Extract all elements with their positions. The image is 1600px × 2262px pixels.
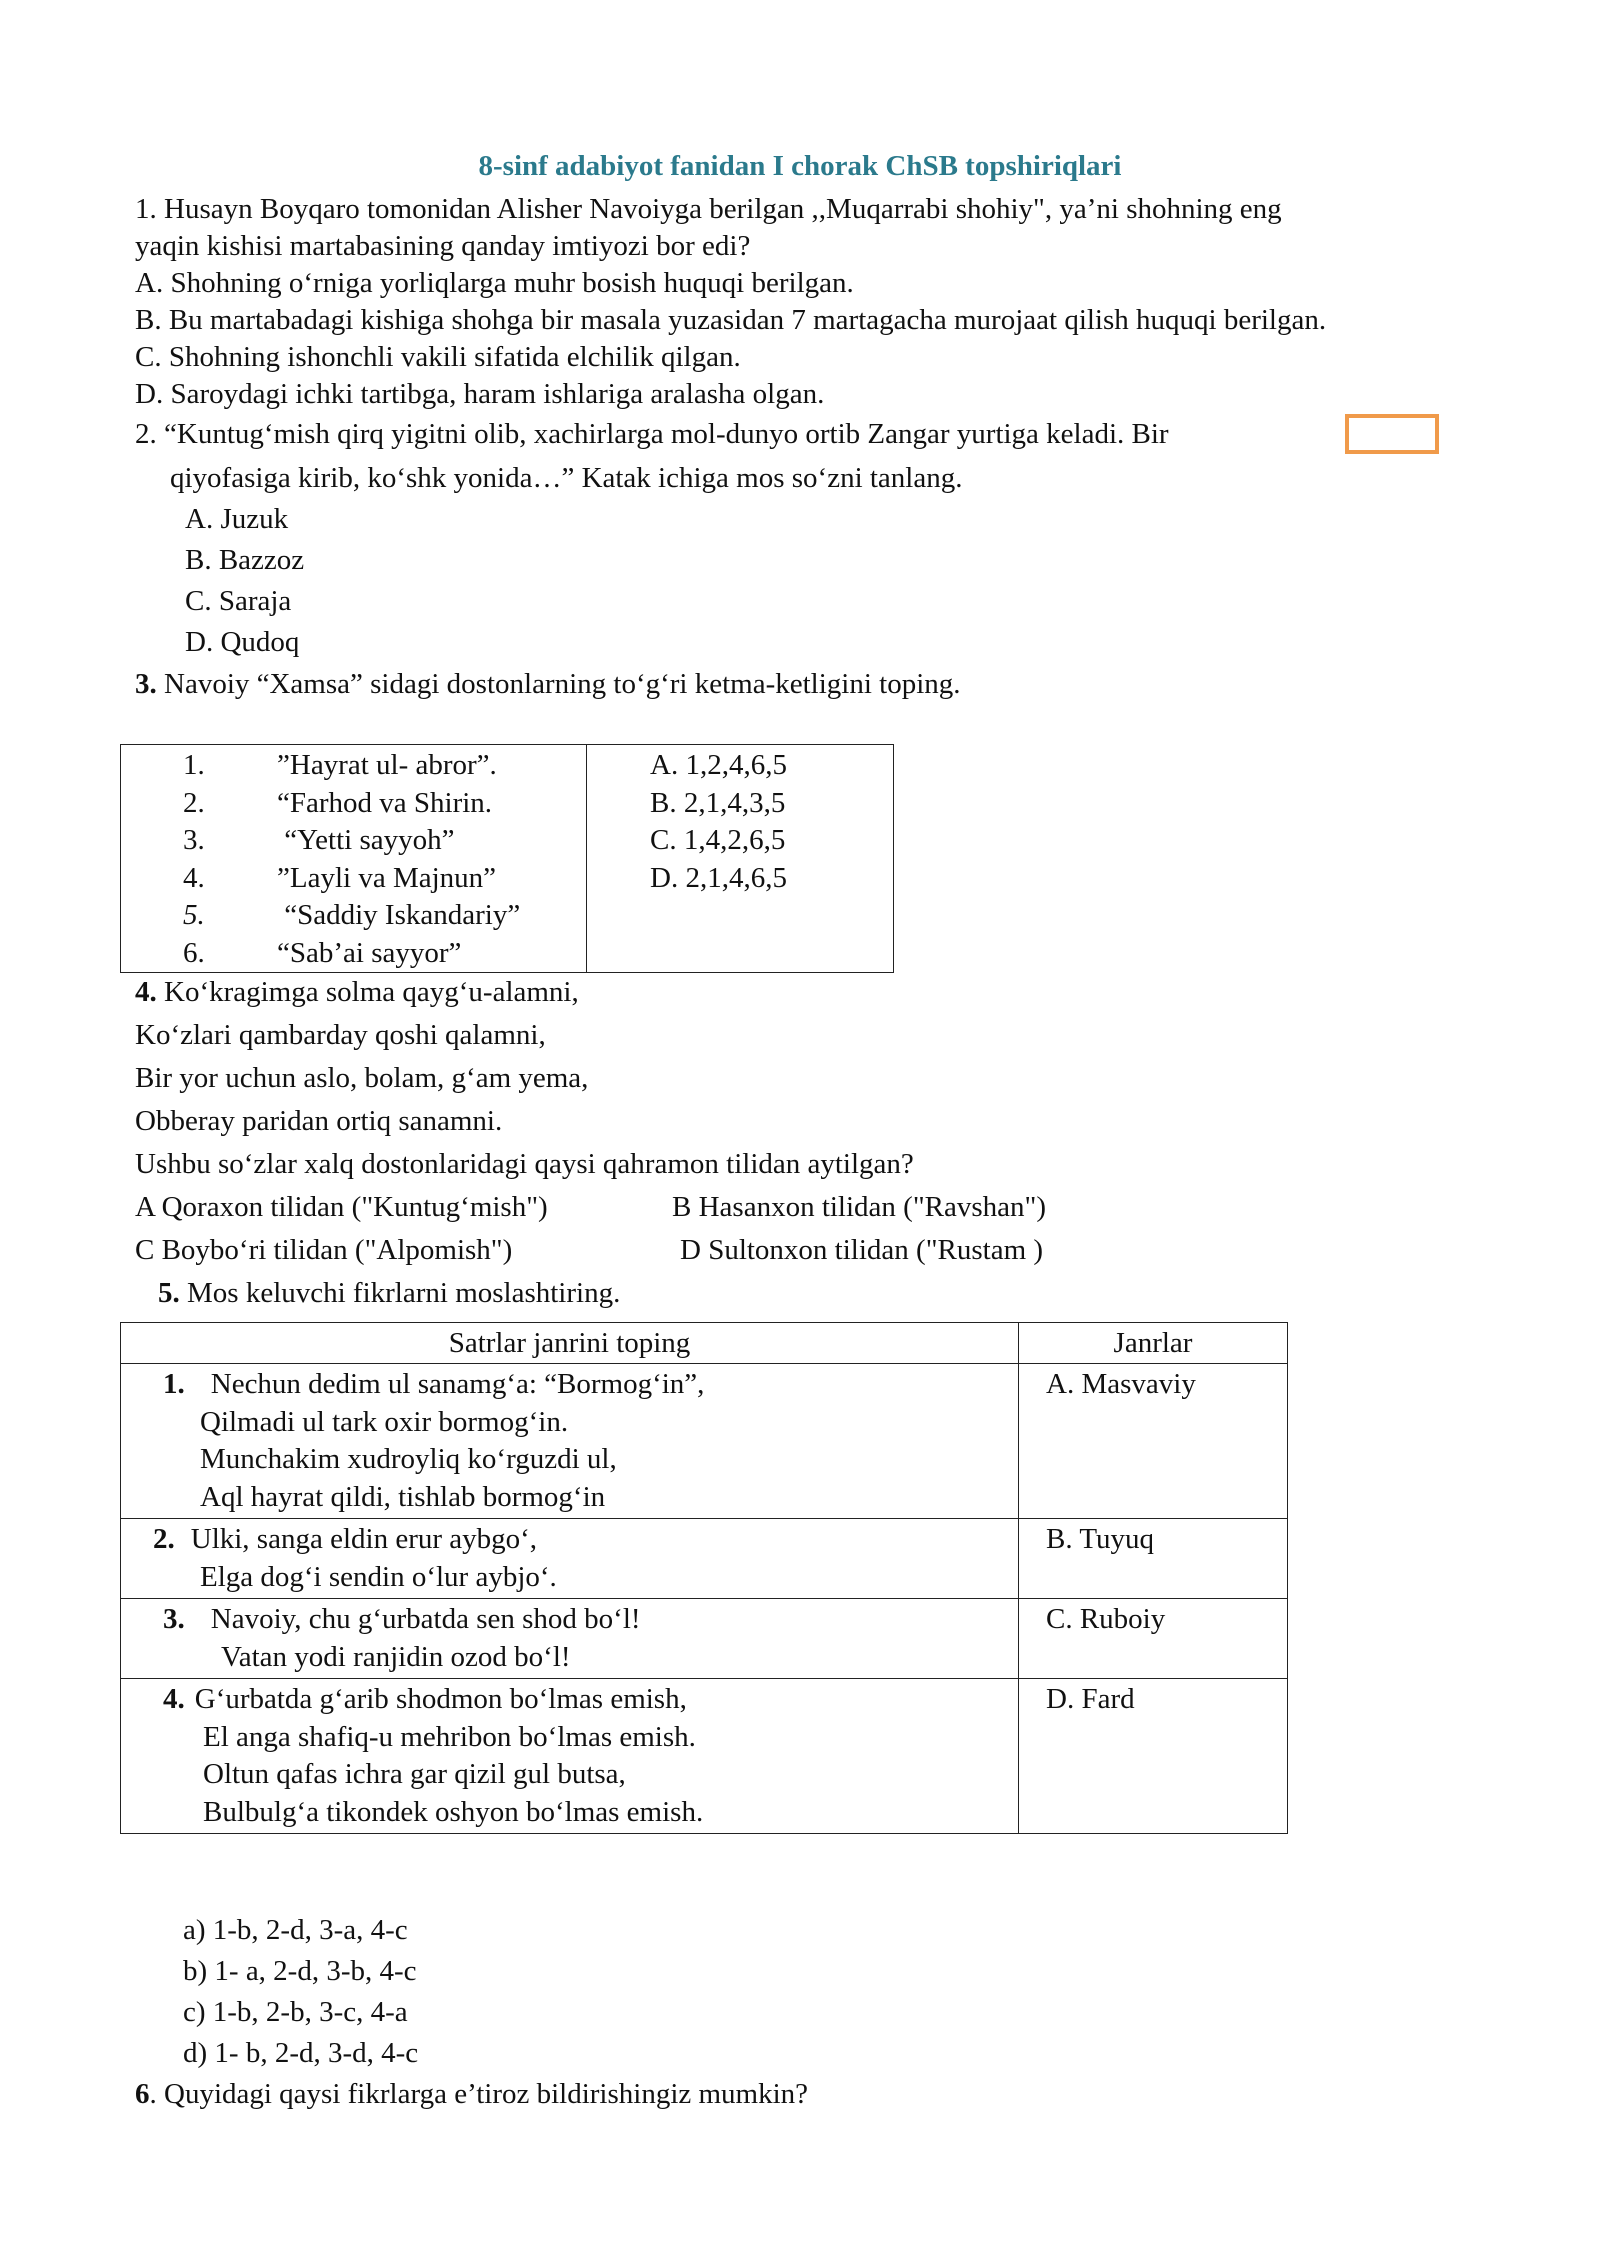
q3-answer: D. 2,1,4,6,5 [650, 861, 787, 894]
q3-item: 2. “Farhod va Shirin. [183, 786, 493, 819]
q3-table [120, 744, 894, 973]
q5-table [120, 1322, 1288, 1834]
q3-item: 4. ”Layli va Majnun” [183, 861, 497, 894]
q3-answer: C. 1,4,2,6,5 [650, 824, 786, 856]
q4-line1: 4. Ko‘kragimga solma qayg‘u-alamni, [135, 976, 579, 1008]
q3-item: 3. “Yetti sayyoh” [183, 824, 455, 856]
answer-blank-box [1345, 414, 1439, 454]
q3-answer: A. 1,2,4,6,5 [650, 749, 787, 781]
q3-answers-cell [587, 745, 894, 973]
q5-row-1: 1. Nechun dedim ul sanamg‘a: “Bormog‘in”, Qilmadi ul tark oxir bormog‘in. Munchakim xudroyliq ko‘rguzdi ul, Aql hayrat qildi, tishlab bormog‘in [121, 1364, 1019, 1519]
q3-answer: B. 2,1,4,3,5 [650, 786, 786, 819]
q5-genre-c: C. Ruboiy [1019, 1599, 1288, 1679]
q5-number: 5. [158, 1277, 180, 1309]
q1-line1: 1. Husayn Boyqaro tomonidan Alisher Navoiyga berilgan ,,Muqarrabi shohiy", ya’ni shohning eng [135, 193, 1282, 225]
q3-item: 6. “Sab’ai sayyor” [183, 936, 462, 969]
q3-number: 3. [135, 668, 157, 700]
q1-option-b: B. Bu martabadagi kishiga shohga bir masala yuzasidan 7 martagacha murojaat qilish huquqi berilgan. [135, 304, 1327, 336]
q3-text: Navoiy “Xamsa” sidagi dostonlarning to‘g‘ri ketma-ketligini toping. [156, 668, 961, 700]
q5-genre-a: A. Masvaviy [1019, 1364, 1288, 1519]
q4-line3: Bir yor uchun aslo, bolam, g‘am yema, [135, 1062, 589, 1094]
q3-item: 1. ”Hayrat ul- abror”. [183, 749, 497, 781]
q3-item: 5. “Saddiy Iskandariy” [183, 899, 521, 931]
q2-option-d: D. Qudoq [185, 626, 300, 658]
q3-items-cell [121, 745, 587, 973]
q4-option-a: A Qoraxon tilidan ("Kuntug‘mish") [135, 1191, 548, 1223]
q5-answer-c: c) 1-b, 2-b, 3-c, 4-a [183, 1996, 408, 2028]
q1-line2: yaqin kishisi martabasining qanday imtiyozi bor edi? [135, 230, 751, 262]
q1-option-c: C. Shohning ishonchli vakili sifatida elchilik qilgan. [135, 341, 741, 373]
q1-option-a: A. Shohning o‘rniga yorliqlarga muhr bosish huquqi berilgan. [135, 267, 854, 299]
q2-option-a: A. Juzuk [185, 503, 289, 535]
q2-line1: 2. “Kuntug‘mish qirq yigitni olib, xachirlarga mol-dunyo ortib Zangar yurtiga keladi. Bir [135, 418, 1169, 450]
q5-genre-d: D. Fard [1019, 1679, 1288, 1834]
q5-header-left: Satrlar janrini toping [121, 1323, 1019, 1364]
q5-row-4: 4. G‘urbatda g‘arib shodmon bo‘lmas emish, El anga shafiq-u mehribon bo‘lmas emish. Oltun qafas ichra gar qizil gul butsa, Bulbulg‘a tikondek oshyon bo‘lmas emish. [121, 1679, 1019, 1834]
page-title: 8-sinf adabiyot fanidan I chorak ChSB topshiriqlari [478, 150, 1122, 182]
q2-option-c: C. Saraja [185, 585, 292, 617]
q4-option-b: B Hasanxon tilidan ("Ravshan") [672, 1191, 1047, 1223]
q5-row-3: 3. Navoiy, chu g‘urbatda sen shod bo‘l! Vatan yodi ranjidin ozod bo‘l! [121, 1599, 1019, 1679]
q2-option-b: B. Bazzoz [185, 544, 305, 576]
q5-answer-b: b) 1- a, 2-d, 3-b, 4-c [183, 1955, 417, 1987]
q1-option-d: D. Saroydagi ichki tartibga, haram ishlariga aralasha olgan. [135, 378, 825, 410]
q5-row-2: 2. Ulki, sanga eldin erur aybgo‘, Elga dog‘i sendin o‘lur aybjo‘. [121, 1519, 1019, 1599]
q4-line2: Ko‘zlari qambarday qoshi qalamni, [135, 1019, 546, 1051]
q4-option-d: D Sultonxon tilidan ("Rustam ) [680, 1234, 1044, 1266]
q3-question [135, 666, 961, 703]
q4-line4: Obberay paridan ortiq sanamni. [135, 1105, 503, 1137]
q5-answer-d: d) 1- b, 2-d, 3-d, 4-c [183, 2037, 419, 2069]
q5-question: 5. Mos keluvchi fikrlarni moslashtiring. [158, 1277, 621, 1309]
q5-header-right: Janrlar [1019, 1323, 1288, 1364]
q4-question: Ushbu so‘zlar xalq dostonlaridagi qaysi qahramon tilidan aytilgan? [135, 1148, 914, 1180]
q4-option-c: C Boybo‘ri tilidan ("Alpomish") [135, 1234, 513, 1266]
q5-genre-b: B. Tuyuq [1019, 1519, 1288, 1599]
q5-answer-a: a) 1-b, 2-d, 3-a, 4-c [183, 1914, 408, 1946]
q6-question: 6. Quyidagi qaysi fikrlarga e’tiroz bildirishingiz mumkin? [135, 2078, 809, 2110]
q4-number: 4. [135, 976, 157, 1008]
q2-line2: qiyofasiga kirib, ko‘shk yonida…” Katak ichiga mos so‘zni tanlang. [170, 462, 963, 494]
q6-number: 6 [135, 2078, 150, 2110]
